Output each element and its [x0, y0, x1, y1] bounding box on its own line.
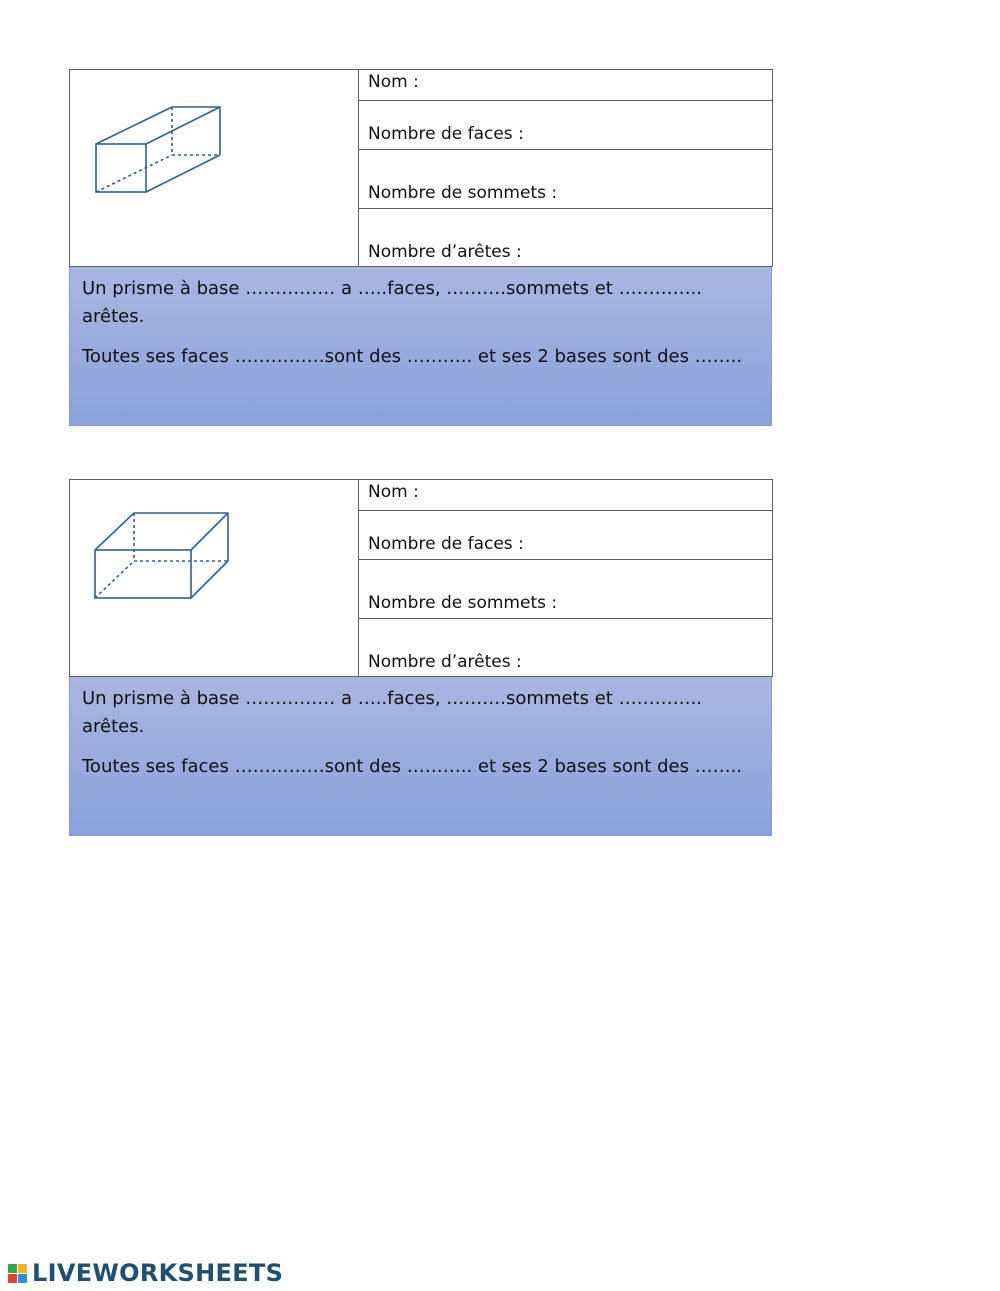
- name-field[interactable]: [359, 480, 772, 511]
- prism-info-table: [69, 479, 773, 677]
- prism-figure: [70, 480, 359, 676]
- prism-summary-panel: [69, 676, 772, 836]
- edges-field[interactable]: [359, 209, 772, 267]
- faces-field[interactable]: [359, 511, 772, 560]
- name-field[interactable]: [359, 70, 772, 101]
- summary-sentence-1[interactable]: Un prisme à base …………… a …..faces, ……….sommets et ………….. arêtes.: [82, 278, 703, 327]
- flat-box-prism-icon: [70, 480, 359, 676]
- prism-summary-panel: [69, 266, 772, 426]
- edges-label: Nombre d’arêtes :: [368, 652, 522, 672]
- vertices-field[interactable]: [359, 560, 772, 619]
- edges-field[interactable]: [359, 619, 772, 677]
- liveworksheets-logo[interactable]: [8, 1258, 283, 1288]
- prism-card-2: [69, 479, 773, 836]
- prism-fields: [359, 480, 772, 676]
- prism-info-table: [69, 69, 773, 267]
- vertices-label: Nombre de sommets :: [368, 183, 558, 203]
- elongated-prism-icon: [70, 70, 359, 266]
- logo-text: LIVEWORKSHEETS: [32, 1259, 284, 1287]
- vertices-label: Nombre de sommets :: [368, 593, 558, 613]
- name-label: Nom :: [368, 72, 419, 92]
- prism-card-1: [69, 69, 773, 426]
- prism-fields: [359, 70, 772, 266]
- name-label: Nom :: [368, 482, 419, 502]
- faces-field[interactable]: [359, 101, 772, 150]
- faces-label: Nombre de faces :: [368, 124, 524, 144]
- summary-sentence-2[interactable]: Toutes ses faces ……………sont des ……….. et ses 2 bases sont des ……..: [82, 346, 743, 367]
- vertices-field[interactable]: [359, 150, 772, 209]
- prism-figure: [70, 70, 359, 266]
- logo-mark-icon: [8, 1264, 27, 1283]
- edges-label: Nombre d’arêtes :: [368, 242, 522, 262]
- summary-sentence-2[interactable]: Toutes ses faces ……………sont des ……….. et ses 2 bases sont des ……..: [82, 756, 743, 777]
- faces-label: Nombre de faces :: [368, 534, 524, 554]
- summary-sentence-1[interactable]: Un prisme à base …………… a …..faces, ……….sommets et ………….. arêtes.: [82, 688, 703, 737]
